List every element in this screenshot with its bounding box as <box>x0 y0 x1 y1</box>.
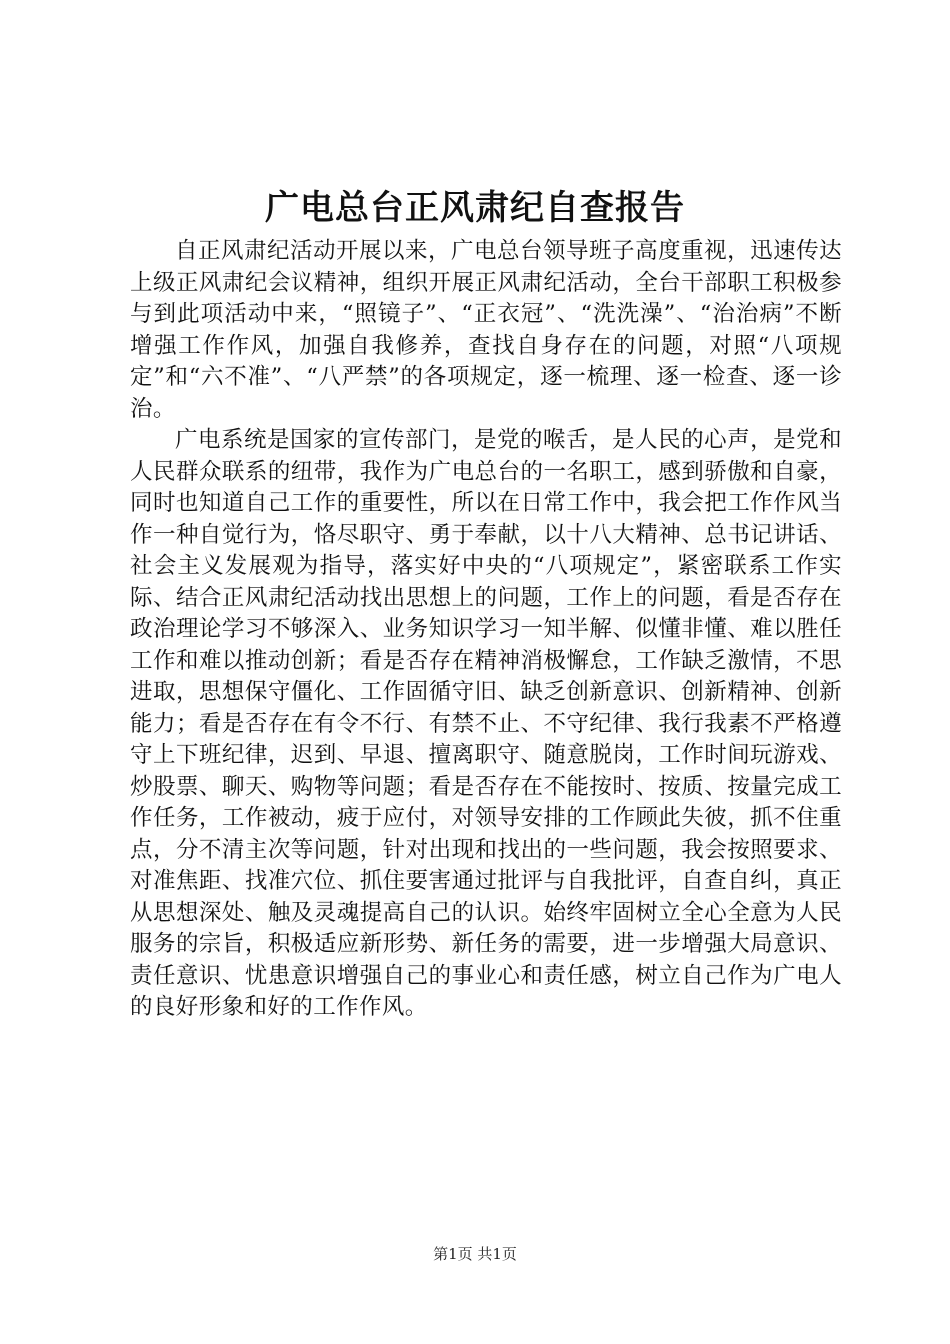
document-title: 广电总台正风肃纪自查报告 <box>265 188 685 228</box>
paragraph-2: 广电系统是国家的宣传部门，是党的喉舌，是人民的心声，是党和人民群众联系的纽带，我作为广电总台的一名职工，感到骄傲和自豪，同时也知道自己工作的重要性，所以在日常工作中，我会把工作作风当作一种自觉行为，恪尽职守、勇于奉献，以十八大精神、总书记讲话、社会主义发展观为指导，落实好中央的“八项规定”，紧密联系工作实际、结合正风肃纪活动找出思想上的问题，工作上的问题，看是否存在政治理论学习不够深入、业务知识学习一知半解、似懂非懂、难以胜任工作和难以推动创新；看是否存在精神消极懈怠，工作缺乏激情，不思进取，思想保守僵化、工作固循守旧、缺乏创新意识、创新精神、创新能力；看是否存在有令不行、有禁不止、不守纪律、我行我素不严格遵守上下班纪律，迟到、早退、擅离职守、随意脱岗，工作时间玩游戏、炒股票、聊天、购物等问题；看是否存在不能按时、按质、按量完成工作任务，工作被动，疲于应付，对领导安排的工作顾此失彼，抓不住重点，分不清主次等问题，针对出现和找出的一些问题，我会按照要求、对准焦距、找准穴位、抓住要害通过批评与自我批评，自查自纠，真正从思想深处、触及灵魂提高自己的认识。始终牢固树立全心全意为人民服务的宗旨，积极适应新形势、新任务的需要，进一步增强大局意识、责任意识、忧患意识增强自己的事业心和责任感，树立自己作为广电人的良好形象和好的工作作风。 <box>130 427 842 1020</box>
paragraph-1: 自正风肃纪活动开展以来，广电总台领导班子高度重视，迅速传达上级正风肃纪会议精神，组织开展正风肃纪活动，全台干部职工积极参与到此项活动中来，“照镜子”、“正衣冠”、“洗洗澡”、“治治病”不断增强工作作风，加强自我修养，查找自身存在的问题，对照“八项规定”和“六不准”、“八严禁”的各项规定，逐一梳理、逐一检查、逐一诊治。 <box>130 238 842 422</box>
page-footer: 第1页 共1页 <box>433 1245 517 1263</box>
document-body <box>130 236 842 1024</box>
